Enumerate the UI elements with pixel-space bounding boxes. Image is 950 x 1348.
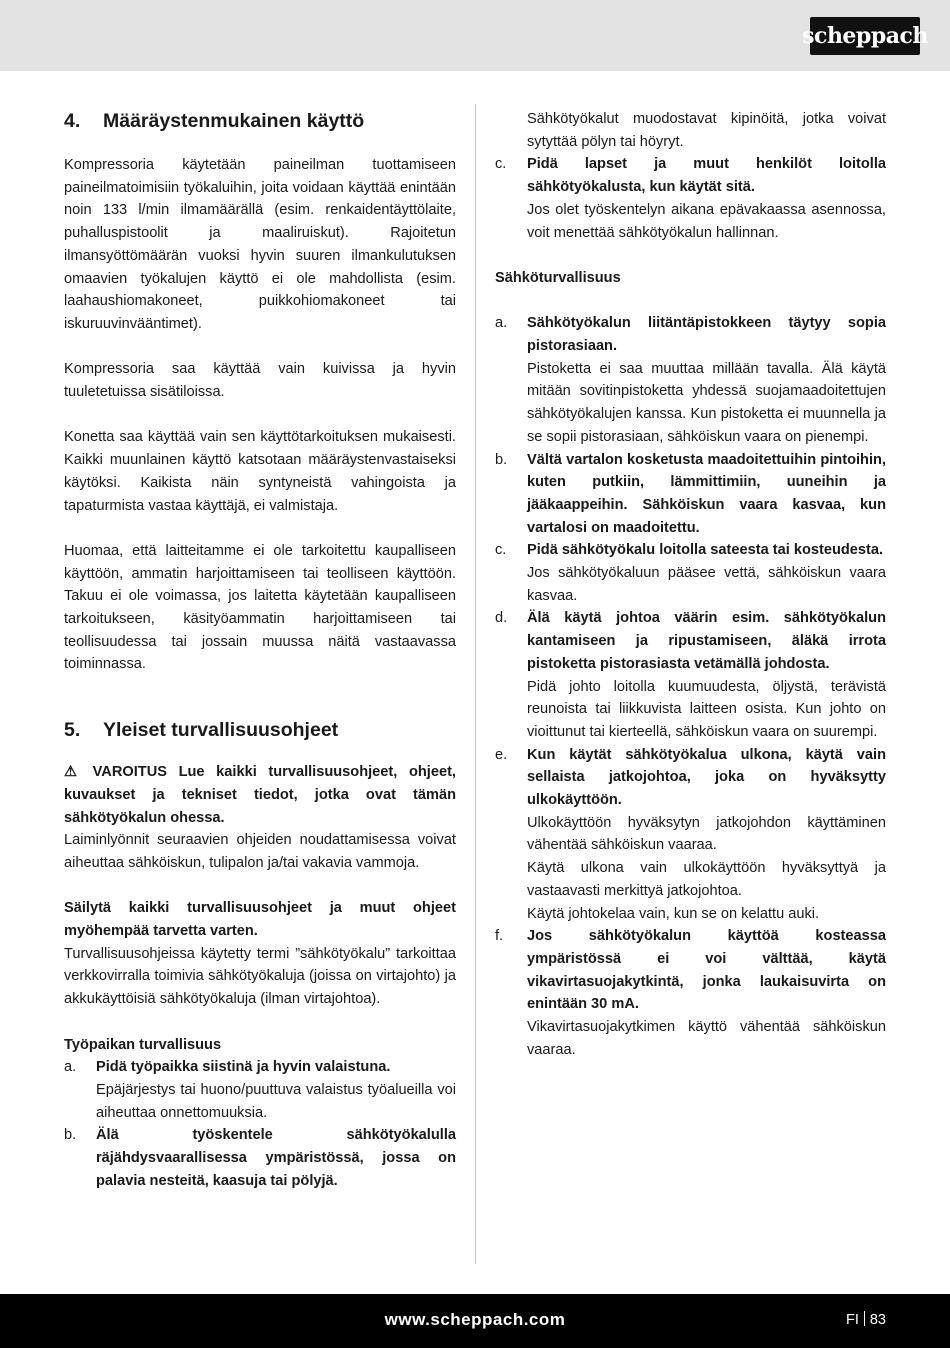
separator: [864, 1311, 865, 1326]
list-bold-text: Kun käytät sähkötyökalua ulkona, käytä vain sellaista jatkojohtoa, joka on hyväksytty ulkokäyttöön.: [527, 746, 886, 809]
list-label: b.: [64, 1127, 77, 1144]
footer-page-number: [846, 1311, 886, 1328]
keep-instructions-bold: Säilytä kaikki turvallisuusohjeet ja muut ohjeet myöhempää tarvetta varten.: [64, 900, 456, 940]
list-item: [64, 1124, 456, 1192]
list-item: [495, 925, 886, 1016]
warning-statement: [64, 761, 456, 829]
list-bold-text: Vältä vartalon kosketusta maadoitettuihin pintoihin, kuten putkiin, lämmittimiin, uuneihin ja jääkaappeihin. Sähköiskun vaara kasvaa, kun vartalosi on maadoitettu.: [527, 451, 886, 536]
list-text: Epäjärjestys tai huono/puuttuva valaistus työalueilla voi aiheuttaa onnettomuuksia.: [96, 1081, 456, 1121]
list-text: Sähkötyökalut muodostavat kipinöitä, jotka voivat sytyttää pölyn tai höyryt.: [527, 111, 886, 150]
list-bold-text: Älä työskentele sähkötyökalulla räjähdysvaarallisessa ympäristössä, jossa on palavia nesteitä, kaasuja tai pölyjä.: [96, 1127, 456, 1189]
list-bold-text: Jos sähkötyökalun käyttöä kosteassa ympäristössä ei voi välttää, käytä vikavirtasuojakytkintä, jonka laukaisuvirta on enintään 30 mA.: [527, 928, 886, 1013]
list-item: [495, 744, 886, 812]
warning-text: VAROITUS Lue kaikki turvallisuusohjeet, ohjeet, kuvaukset ja tekniset tiedot, jotka ovat tämän sähkötyökalun ohessa.: [64, 764, 456, 826]
list-text: Pidä johto loitolla kuumuudesta, öljystä, terävistä reunoista tai liikkuvista laitteen osista. Kun johto on vioittunut tai kierteellä, sähköiskun vaara on suurempi.: [527, 678, 886, 740]
section-title: Määräystenmukainen käyttö: [103, 110, 365, 132]
list-text: Pistoketta ei saa muuttaa millään tavalla. Älä käytä mitään sovitinpistoketta yhdessä suojamaadoitettujen sähkötyökalujen kanssa. Kun pistoketta ei muunnella ja se sopii pistorasiaan, sähköiskun vaara on pienempi.: [527, 360, 886, 445]
paragraph: Kompressoria saa käyttää vain kuivissa ja hyvin tuuletetuissa sisätiloissa.: [64, 361, 456, 401]
list-text: Käytä ulkona vain ulkokäyttöön hyväksyttyä ja vastaavasti merkittyä jatkojohtoa.: [527, 860, 886, 899]
page-number: 83: [869, 1312, 886, 1328]
list-label: a.: [495, 315, 508, 332]
brand-logo: scheppach: [810, 17, 920, 55]
paragraph: Laiminlyönnit seuraavien ohjeiden noudattamisessa voivat aiheuttaa sähköiskun, tulipalon ja/tai vakavia vammoja.: [64, 832, 456, 871]
list-item: [495, 539, 886, 562]
list-bold-text: Pidä sähkötyökalu loitolla sateesta tai kosteudesta.: [527, 542, 884, 559]
list-text: Jos sähkötyökaluun pääsee vettä, sähköiskun vaara kasvaa.: [527, 565, 886, 604]
subheading-work-safety: Työpaikan turvallisuus: [64, 1036, 222, 1053]
list-label: e.: [495, 746, 508, 763]
left-column: [64, 108, 456, 1192]
list-item: [495, 312, 886, 357]
section-5-heading: [64, 717, 456, 743]
section-number: 5.: [64, 719, 81, 742]
list-label: f.: [495, 928, 504, 945]
list-bold-text: Älä käytä johtoa väärin esim. sähkötyökalun kantamiseen ja ripustamiseen, äläkä irrota pistoketta pistorasiasta vetämällä johdosta.: [527, 610, 886, 672]
list-label: d.: [495, 610, 508, 627]
list-item: [495, 607, 886, 675]
paragraph: Turvallisuusohjeissa käytetty termi ”sähkötyökalu” tarkoittaa verkkovirralla toimivia sähkötyökaluja (joissa on virtajohto) ja akkukäyttöisiä sähkötyökaluja (ilman virtajohtoa).: [64, 945, 456, 1008]
list-label: c.: [495, 156, 507, 173]
list-label: c.: [495, 542, 507, 559]
list-text: Ulkokäyttöön hyväksytyn jatkojohdon käyttäminen vähentää sähköiskun vaaraa.: [527, 814, 886, 854]
paragraph: Kompressoria käytetään paineilman tuottamiseen paineilmatoimisiin työkaluihin, joita voidaan käyttää enintään noin 133 l/min ilmamäärällä (esim. renkaidentäyttölaite, puhalluspistoolit ja maaliruiskut). Rajoitetun ilmansyöttömäärän vuoksi hyvin suuren ilmankulutuksen omaavien työkalujen käyttö ei ole mahdollista (esim. laahaushiomakoneet, puikkohiomakoneet tai iskuruuvinvääntimet).: [64, 157, 456, 332]
list-bold-text: Sähkötyökalun liitäntäpistokkeen täytyy sopia pistorasiaan.: [527, 315, 886, 354]
right-column: [495, 108, 886, 1062]
subheading-electrical-safety: Sähköturvallisuus: [495, 269, 621, 286]
list-label: a.: [64, 1059, 77, 1076]
list-item: [495, 153, 886, 198]
warning-triangle-icon: ⚠: [64, 764, 78, 781]
column-divider: [475, 104, 476, 1264]
list-text: Vikavirtasuojakytkimen käyttö vähentää sähköiskun vaaraa.: [527, 1019, 886, 1058]
language-code: FI: [845, 1312, 859, 1328]
footer-website-url: www.scheppach.com: [384, 1310, 566, 1329]
section-title: Yleiset turvallisuusohjeet: [103, 719, 339, 742]
list-text: Käytä johtokelaa vain, kun se on kelattu auki.: [527, 905, 820, 922]
list-item: [495, 449, 886, 540]
list-bold-text: Pidä työpaikka siistinä ja hyvin valaistuna.: [96, 1059, 391, 1076]
list-bold-text: Pidä lapset ja muut henkilöt loitolla sähkötyökalusta, kun käytät sitä.: [527, 156, 886, 196]
list-label: b.: [495, 451, 508, 468]
section-4-heading: [64, 108, 456, 134]
list-item: [64, 1056, 456, 1079]
paragraph: Konetta saa käyttää vain sen käyttötarkoituksen mukaisesti. Kaikki muunlainen käyttö katsotaan määräystenvastaiseksi käytöksi. Kaikista näin syntyneistä vahingoista ja tapaturmista vastaa käyttäjä, ei valmistaja.: [64, 429, 456, 514]
list-text: Jos olet työskentelyn aikana epävakaassa asennossa, voit menettää sähkötyökalun hallinnan.: [527, 201, 886, 241]
paragraph: Huomaa, että laitteitamme ei ole tarkoitettu kaupalliseen käyttöön, ammatin harjoittamiseen tai teolliseen käyttöön. Takuu ei ole voimassa, jos laitetta käytetään kaupalliseen tarkoitukseen, käsityöammatin harjoittamiseen tai teollisuudessa tai jossain muussa näitä vastaavassa toiminnassa.: [64, 542, 456, 673]
section-number: 4.: [64, 110, 81, 132]
